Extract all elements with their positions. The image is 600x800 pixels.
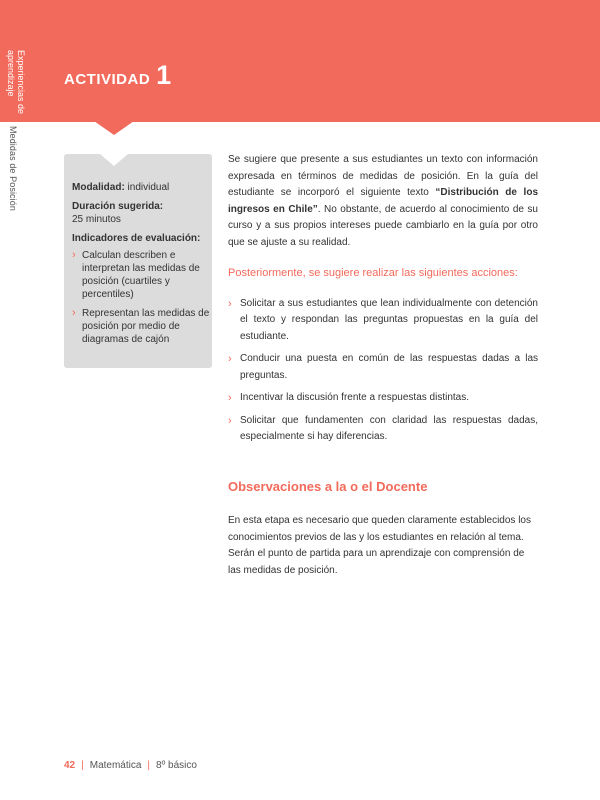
footer-grade: 8º básico	[156, 760, 197, 771]
modalidad-label: Modalidad:	[72, 182, 125, 193]
list-item	[72, 307, 210, 346]
activity-number: 1	[156, 60, 172, 90]
action-text: Solicitar a sus estudiantes que lean individualmente con detención el texto y respondan las preguntas propuestas en la guía del estudiante.	[240, 297, 538, 342]
activity-word: ACTIVIDAD	[64, 71, 151, 88]
activity-title	[64, 60, 171, 91]
info-box-notch	[100, 154, 128, 166]
action-text: Conducir una puesta en común de las respuestas dadas a las preguntas.	[240, 353, 538, 381]
section-label-bottom: Medidas de Posición	[8, 126, 18, 211]
list-item	[228, 351, 538, 384]
observations-text: En esta etapa es necesario que queden claramente establecidos los conocimientos previos de las y los estudiantes en relación al tema. Serán el punto de partida para un aprendizaje con comprensión de las medidas de posición.	[228, 515, 531, 576]
footer-separator: |	[81, 760, 84, 771]
bullet-icon: ›	[228, 392, 232, 404]
list-item	[228, 390, 538, 407]
footer-separator: |	[147, 760, 151, 771]
modalidad-row	[72, 181, 210, 194]
list-item	[228, 413, 538, 446]
action-text: Solicitar que fundamenten con claridad las respuestas dadas, especialmente si hay diferencias.	[240, 414, 538, 442]
observations-title: Observaciones a la o el Docente	[228, 479, 428, 494]
bullet-icon: ›	[72, 249, 76, 261]
page-footer	[64, 760, 197, 771]
duracion-label: Duración sugerida:	[72, 201, 164, 212]
intro-text-title: “Distribución de los ingresos en Chile”	[228, 187, 539, 215]
banner-notch	[94, 121, 134, 135]
intro-paragraph	[228, 152, 538, 251]
indicator-text: Representan las medidas de posición por medio de diagramas de cajón	[82, 308, 210, 345]
list-item	[72, 249, 210, 301]
intro-text-1: Se sugiere que presente a sus estudiantes un texto con información expresada en términos de medidas de posición. En la guía del estudiante se incorporó el siguiente texto	[228, 154, 538, 198]
bullet-icon: ›	[228, 297, 232, 310]
indicators-list	[72, 249, 210, 346]
indicadores-label: Indicadores de evaluación:	[72, 233, 201, 244]
duracion-row	[72, 200, 210, 226]
modalidad-value: individual	[124, 182, 170, 193]
info-box-content	[72, 181, 210, 352]
indicadores-section	[72, 232, 210, 346]
bullet-icon: ›	[228, 414, 232, 427]
duracion-value: 25 minutos	[72, 214, 121, 225]
page-number: 42	[64, 760, 76, 771]
actions-heading: Posteriormente, se sugiere realizar las siguientes acciones:	[228, 267, 518, 279]
action-text: Incentivar la discusión frente a respuestas distintas.	[240, 392, 470, 403]
actions-list	[228, 296, 538, 446]
bullet-icon: ›	[228, 353, 232, 365]
main-content	[228, 152, 538, 452]
footer-subject: Matemática	[89, 760, 142, 771]
bullet-icon: ›	[72, 307, 76, 319]
indicator-text: Calculan describen e interpretan las medidas de posición (cuartiles y percentiles)	[82, 250, 200, 300]
intro-text-2: . No obstante, de acuerdo al conocimiento de su curso y a sus propios intereses puede cambiarlo en la guía por otro que se ajuste a su realidad.	[228, 203, 538, 248]
section-label-top: Experiencias de aprendizaje	[6, 50, 26, 115]
list-item	[228, 296, 538, 346]
